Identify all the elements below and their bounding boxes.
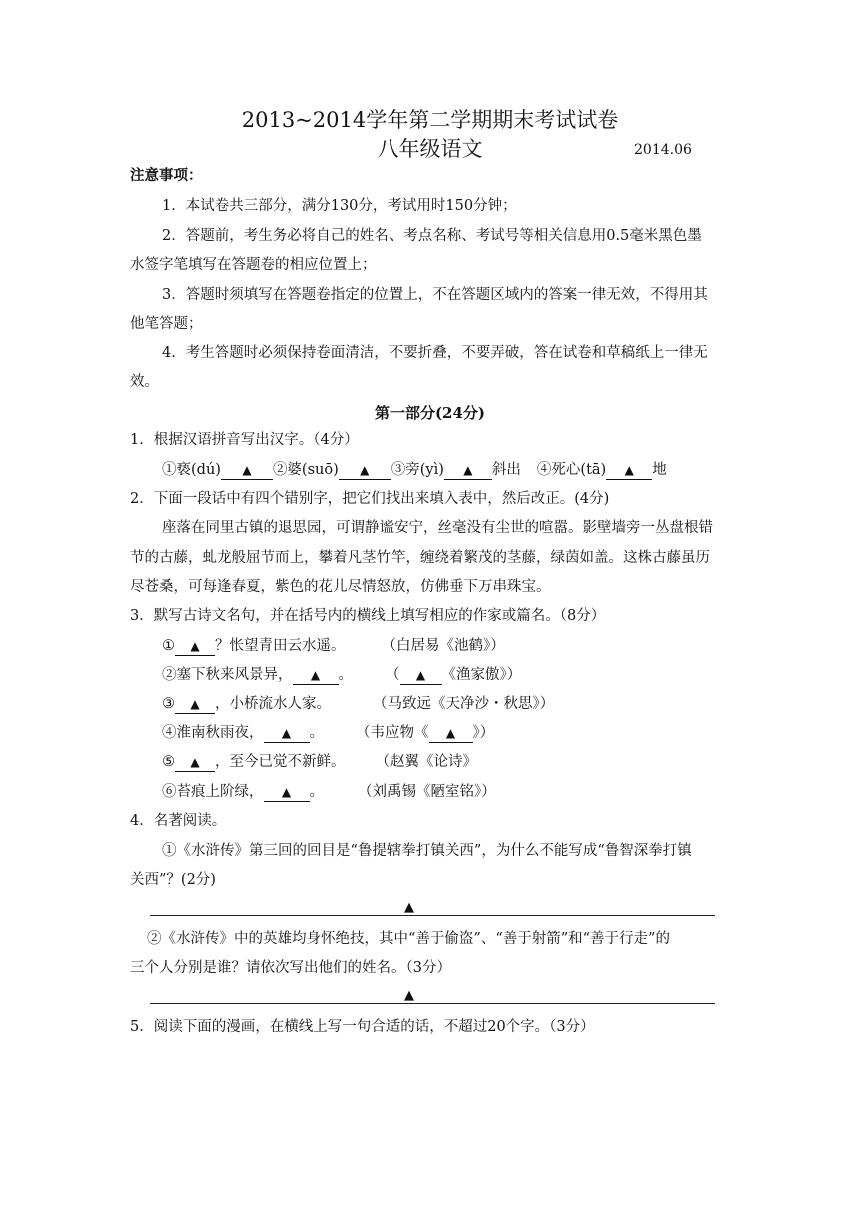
q3-item-2: ②塞下秋来风景异， ▲ 。 （ ▲ 《渔家傲》） (162, 667, 522, 683)
q1-p3: ③旁(yì) (390, 462, 444, 478)
q4-b-marker: ▲ (404, 988, 414, 1003)
q2-passage-line-3: 尽苍桑，可每逢春夏，紫色的花儿尽情怒放，仿佛垂下万串珠宝。 (130, 579, 551, 595)
q4-a-answer-line[interactable] (150, 915, 715, 916)
q3-blank-1[interactable]: ▲ (175, 638, 215, 656)
q3-blank-3[interactable]: ▲ (175, 696, 215, 714)
notice-item-4: 4．考生答题时必须保持卷面清洁，不要折叠，不要弄破，答在试卷和草稿纸上一律无 (162, 345, 708, 361)
q1-items (162, 460, 742, 480)
q5-stem: 5．阅读下面的漫画，在横线上写一句合适的话，不超过20个字。（3分） (130, 1019, 595, 1035)
exam-title: 2013~2014学年第二学期期末考试试卷 (241, 108, 619, 132)
notice-item-4-cont: 效。 (130, 374, 159, 390)
q1-stem: 1．根据汉语拼音写出汉字。（4分） (130, 432, 359, 448)
exam-date: 2014.06 (634, 142, 692, 158)
q3-item-5: ⑤ ▲ ，至今已觉不新鲜。 （赵翼《论诗》 (162, 754, 477, 770)
q2-passage-line-1: 座落在同里古镇的退思园，可谓静谧安宁，丝毫没有尘世的喧嚣。影壁墙旁一丛盘根错 (162, 520, 713, 536)
q1-p2: ②婆(suō) (272, 462, 339, 478)
q1-blank-2[interactable]: ▲ (339, 462, 391, 480)
q3-blank-5[interactable]: ▲ (175, 754, 215, 772)
section-title: 第一部分(24分) (374, 404, 486, 422)
q3-item-6: ⑥苔痕上阶绿， ▲ 。 （刘禹锡《陋室铭》） (162, 784, 496, 800)
notice-item-3-cont: 他笔答题； (130, 316, 203, 332)
notice-heading: 注意事项： (130, 167, 203, 184)
q3-item-3: ③ ▲ ，小桥流水人家。 （马致远《天净沙・秋思》） (162, 696, 555, 712)
q4-a-line-1: ①《水浒传》第三回的回目是“鲁提辖拳打镇关西”，为什么不能写成“鲁智深拳打镇 (162, 843, 692, 859)
exam-subtitle: 八年级语文 (377, 137, 483, 161)
q4-b-answer-line[interactable] (150, 1003, 715, 1004)
q3-stem: 3．默写古诗文名句，并在括号内的横线上填写相应的作家或篇名。（8分） (130, 608, 606, 624)
q3-source-6: （刘禹锡《陋室铭》） (358, 784, 496, 800)
q1-blank-1[interactable]: ▲ (221, 462, 273, 480)
q3-blank-2-author[interactable]: ▲ (400, 667, 442, 685)
q3-source-5: （赵翼《论诗》 (375, 754, 477, 770)
notice-item-3: 3．答题时须填写在答题卷指定的位置上，不在答题区域内的答案一律无效，不得用其 (162, 287, 708, 303)
q3-blank-6[interactable]: ▲ (264, 784, 310, 802)
q3-item-4: ④淮南秋雨夜， ▲ 。 （韦应物《 ▲ 》） (162, 725, 495, 741)
q3-blank-4[interactable]: ▲ (264, 725, 310, 743)
q1-blank-3[interactable]: ▲ (444, 462, 492, 480)
q2-stem: 2．下面一段话中有四个错别字，把它们找出来填入表中，然后改正。(4分) (130, 491, 610, 507)
notice-item-1: 1．本试卷共三部分，满分130分，考试用时150分钟； (162, 198, 517, 214)
q4-a-marker: ▲ (404, 900, 414, 915)
q3-source-3: （马致远《天净沙・秋思》） (373, 696, 555, 712)
q3-blank-4-title[interactable]: ▲ (429, 725, 473, 743)
q1-p4-after: 地 (652, 462, 667, 478)
q4-stem: 4．名著阅读。 (130, 813, 227, 829)
q4-b-line-2: 三个人分别是谁？请依次写出他们的姓名。（3分） (130, 960, 451, 976)
q3-blank-2[interactable]: ▲ (293, 667, 339, 685)
q3-source-1: （白居易《池鹤》） (381, 638, 505, 654)
q1-p3-after: 斜出 (491, 462, 521, 478)
notice-item-2-cont: 水签字笔填写在答题卷的相应位置上； (130, 257, 377, 273)
q2-passage-line-2: 节的古藤，虬龙般屈节而上，攀着凡茎竹竿，缠绕着繁茂的茎藤，绿茵如盖。这株古藤虽历 (130, 550, 710, 566)
q3-item-1: ① ▲ ？怅望青田云水遥。 （白居易《池鹤》） (162, 638, 505, 654)
notice-item-2: 2．答题前，考生务必将自己的姓名、考点名称、考试号等相关信息用0.5毫米黑色墨 (162, 228, 702, 244)
q4-b-line-1: ②《水浒传》中的英雄均身怀绝技，其中“善于偷盗”、“善于射箭”和“善于行走”的 (147, 931, 670, 947)
q4-a-line-2: 关西”？(2分) (130, 872, 216, 888)
q1-p1: ①亵(dú) (162, 462, 221, 478)
q1-blank-4[interactable]: ▲ (606, 462, 652, 480)
q1-p4: ④死心(tā) (536, 462, 607, 478)
